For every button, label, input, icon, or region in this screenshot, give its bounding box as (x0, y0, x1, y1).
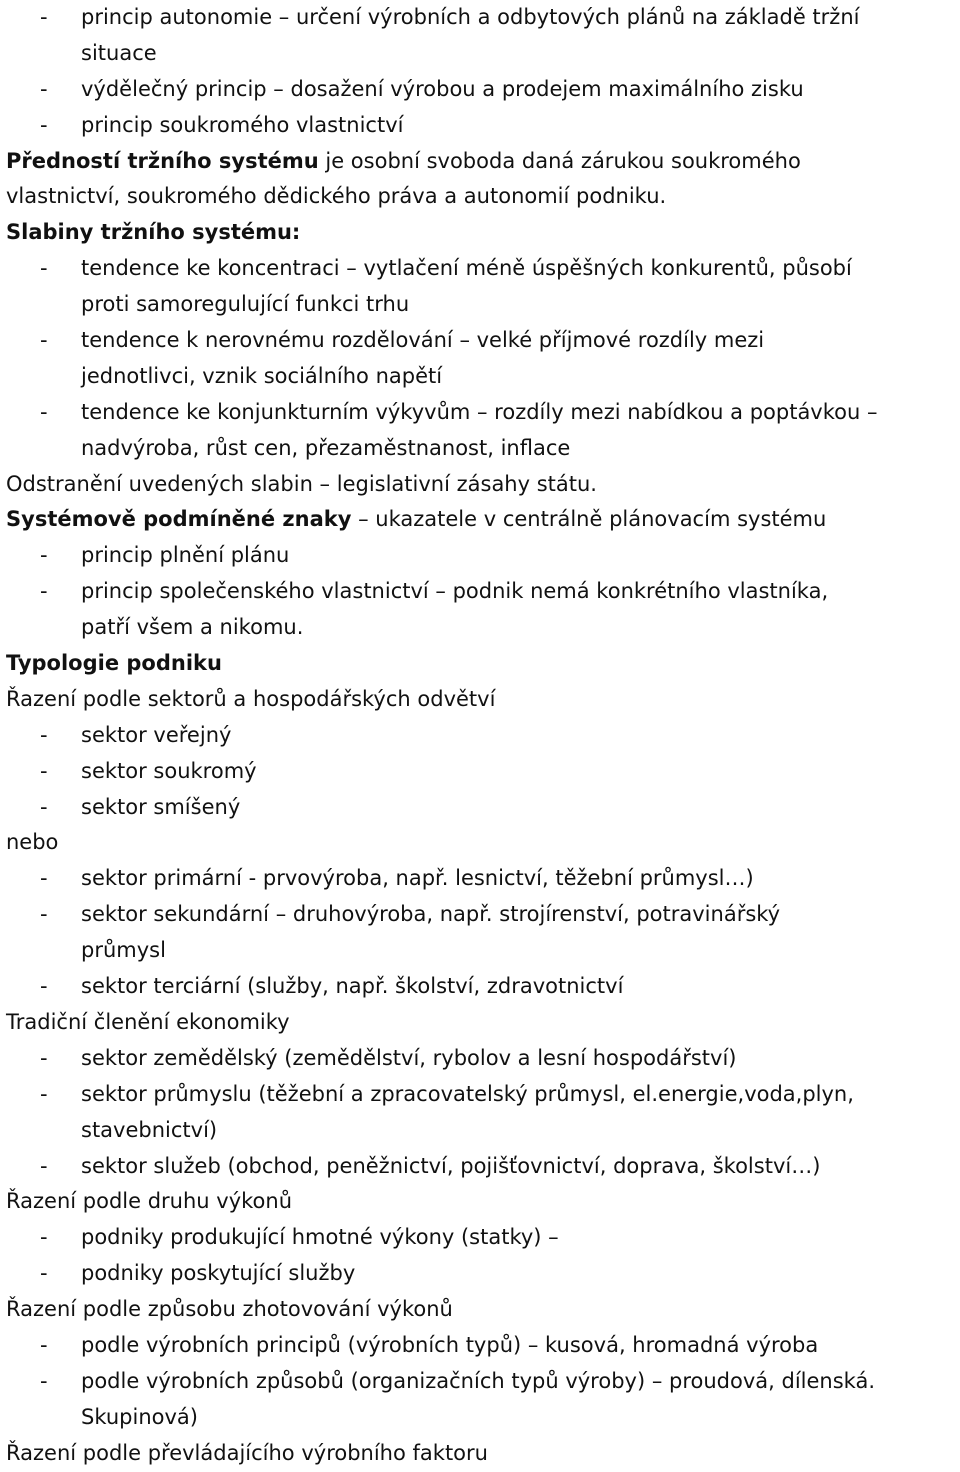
paragraph-text: Odstranění uvedených slabin – legislativní zásahy státu. (6, 471, 597, 496)
list-dash: - (40, 1332, 48, 1357)
list-item-text: patří všem a nikomu. (81, 615, 304, 640)
list-dash: - (40, 758, 48, 783)
list-item-text: podle výrobních principů (výrobních typů) – kusová, hromadná výroba (81, 1332, 819, 1357)
list-item (6, 861, 956, 897)
list-item-text: nadvýroba, růst cen, přezaměstnanost, inflace (81, 435, 571, 460)
list-item-text: sektor terciární (služby, např. školství, zdravotnictví (81, 974, 624, 999)
list-dash: - (40, 1368, 48, 1393)
list-item-continuation (6, 431, 956, 467)
list-item-text: sektor soukromý (81, 758, 257, 783)
bold-heading: Slabiny tržního systému: (6, 220, 301, 245)
list-item-continuation (6, 359, 956, 395)
list-item-text: výdělečný princip – dosažení výrobou a prodejem maximálního zisku (81, 76, 804, 101)
list-item-text: průmysl (81, 938, 166, 963)
list-dash: - (40, 543, 48, 568)
list-item-text: princip plnění plánu (81, 543, 290, 568)
list-item-text: princip autonomie – určení výrobních a odbytových plánů na základě tržní (81, 5, 860, 29)
paragraph-text: nebo (6, 830, 59, 855)
paragraph-line (6, 144, 956, 180)
paragraph-text: je osobní svoboda daná zárukou soukromého (318, 148, 801, 173)
list-item (6, 1364, 956, 1400)
paragraph-text: Řazení podle způsobu zhotovování výkonů (6, 1297, 453, 1322)
list-item-text: sektor služeb (obchod, peněžnictví, pojišťovnictví, doprava, školství…) (81, 1153, 821, 1178)
list-dash: - (40, 579, 48, 604)
list-item-continuation (6, 933, 956, 969)
list-item-text: sektor smíšený (81, 794, 241, 819)
list-item-text: sektor sekundární – druhovýroba, např. strojírenství, potravinářský (81, 902, 781, 927)
paragraph-line (6, 467, 956, 503)
list-item (6, 538, 956, 574)
list-item-text: proti samoregulující funkci trhu (81, 292, 410, 317)
list-item-text: tendence ke konjunkturním výkyvům – rozdíly mezi nabídkou a poptávkou – (81, 399, 878, 424)
list-item (6, 718, 956, 754)
paragraph-text: vlastnictví, soukromého dědického práva a autonomií podniku. (6, 184, 667, 209)
list-item (6, 574, 956, 610)
bold-heading: Typologie podniku (6, 651, 222, 676)
list-item-text: sektor průmyslu (těžební a zpracovatelský průmysl, el.energie,voda,plyn, (81, 1081, 854, 1106)
list-item (6, 969, 956, 1005)
list-dash: - (40, 256, 48, 281)
list-item (6, 1220, 956, 1256)
paragraph-line (6, 1184, 956, 1220)
list-item-text: tendence ke koncentraci – vytlačení méně úspěšných konkurentů, působí (81, 256, 852, 281)
list-dash: - (40, 1153, 48, 1178)
list-dash: - (40, 1225, 48, 1250)
list-item (6, 1328, 956, 1364)
list-item-text: situace (81, 40, 157, 65)
bold-heading: Systémově podmíněné znaky (6, 507, 352, 532)
paragraph-line (6, 179, 956, 215)
list-dash: - (40, 5, 48, 29)
list-item (6, 1256, 956, 1292)
paragraph-text: Tradiční členění ekonomiky (6, 1009, 290, 1034)
list-item (6, 323, 956, 359)
list-dash: - (40, 1045, 48, 1070)
list-dash: - (40, 328, 48, 353)
list-item-text: princip soukromého vlastnictví (81, 112, 404, 137)
bold-heading: Předností tržního systému (6, 148, 319, 173)
paragraph-line (6, 1292, 956, 1328)
list-item-text: podniky poskytující služby (81, 1261, 356, 1286)
list-item (6, 1077, 956, 1113)
list-item-text: Skupinová) (81, 1404, 198, 1429)
list-item-continuation (6, 610, 956, 646)
paragraph-text: – ukazatele v centrálně plánovacím systému (351, 507, 827, 532)
list-item-continuation (6, 287, 956, 323)
paragraph-line (6, 646, 956, 682)
list-item (6, 72, 956, 108)
list-item (6, 1041, 956, 1077)
list-item-text: jednotlivci, vznik sociálního napětí (81, 363, 443, 388)
paragraph-text: Řazení podle sektorů a hospodářských odvětví (6, 686, 496, 711)
list-dash: - (40, 399, 48, 424)
list-dash: - (40, 902, 48, 927)
paragraph-line (6, 682, 956, 718)
paragraph-line (6, 1436, 956, 1472)
list-item-text: tendence k nerovnému rozdělování – velké příjmové rozdíly mezi (81, 328, 765, 353)
paragraph-text: Řazení podle převládajícího výrobního faktoru (6, 1440, 488, 1465)
list-item-continuation (6, 36, 956, 72)
list-dash: - (40, 974, 48, 999)
list-item-text: sektor veřejný (81, 722, 232, 747)
list-dash: - (40, 1261, 48, 1286)
list-item-text: princip společenského vlastnictví – podnik nemá konkrétního vlastníka, (81, 579, 829, 604)
paragraph-line (6, 825, 956, 861)
list-item (6, 754, 956, 790)
list-item-continuation (6, 1113, 956, 1149)
list-item (6, 897, 956, 933)
list-dash: - (40, 76, 48, 101)
paragraph-line (6, 215, 956, 251)
paragraph-line (6, 1005, 956, 1041)
list-dash: - (40, 794, 48, 819)
list-item-text: sektor zemědělský (zemědělství, rybolov a lesní hospodářství) (81, 1045, 737, 1070)
list-item (6, 108, 956, 144)
list-item-text: podniky produkující hmotné výkony (statky) – (81, 1225, 559, 1250)
list-item (6, 251, 956, 287)
list-item (6, 0, 956, 36)
list-dash: - (40, 1081, 48, 1106)
list-item-text: podle výrobních způsobů (organizačních typů výroby) – proudová, dílenská. (81, 1368, 875, 1393)
list-item (6, 395, 956, 431)
list-dash: - (40, 866, 48, 891)
paragraph-text: Řazení podle druhu výkonů (6, 1189, 293, 1214)
list-dash: - (40, 722, 48, 747)
list-dash: - (40, 112, 48, 137)
document-page (6, 0, 956, 1472)
list-item-text: sektor primární - prvovýroba, např. lesnictví, těžební průmysl…) (81, 866, 754, 891)
list-item-text: stavebnictví) (81, 1117, 218, 1142)
paragraph-line (6, 502, 956, 538)
list-item (6, 790, 956, 826)
list-item-continuation (6, 1400, 956, 1436)
list-item (6, 1149, 956, 1185)
